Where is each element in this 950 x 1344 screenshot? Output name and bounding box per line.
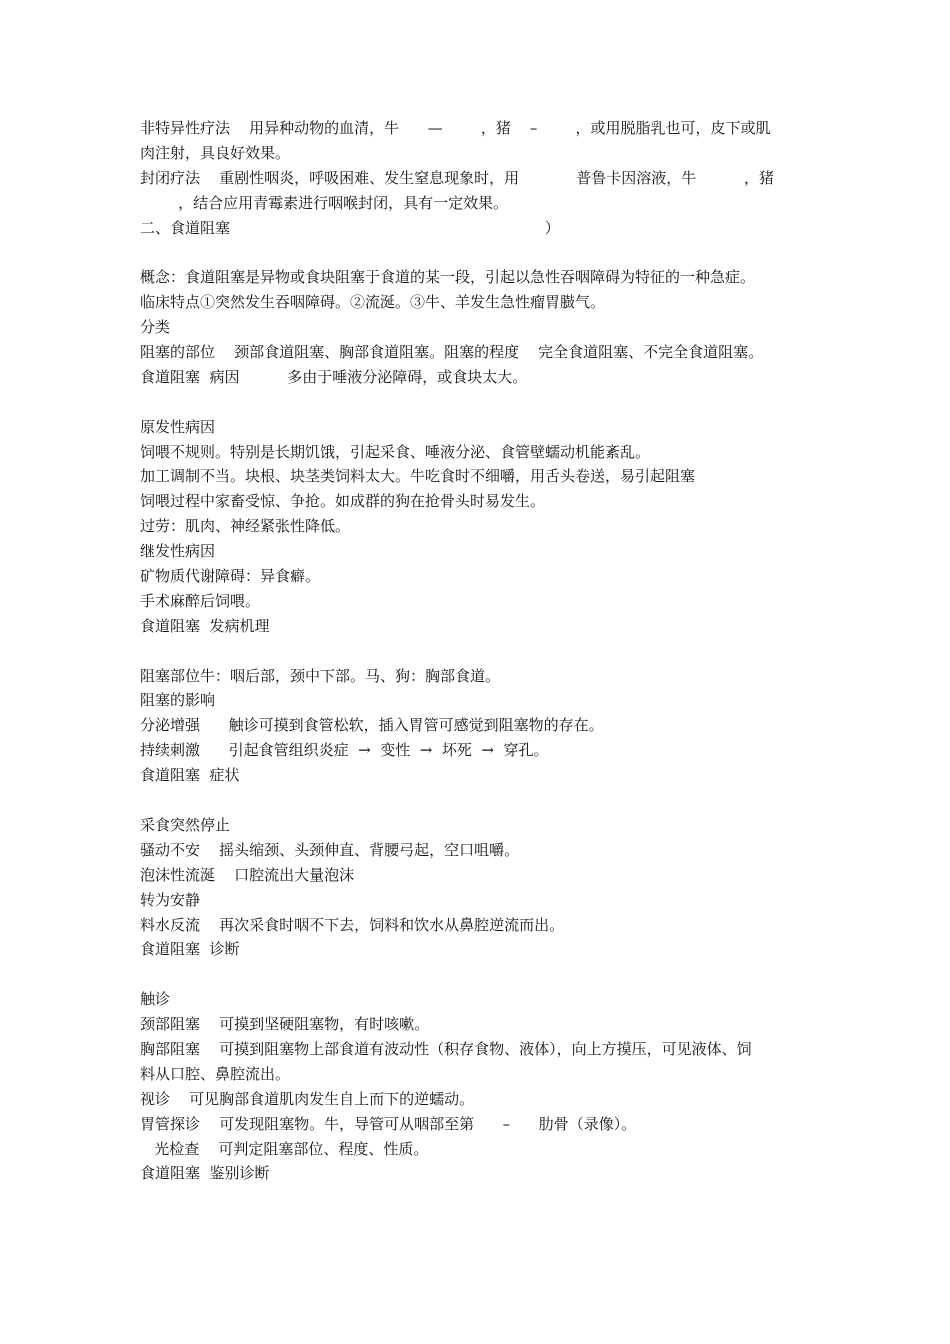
text-line: 泡沫性流涎 口腔流出大量泡沫 (140, 865, 355, 884)
blank-line (140, 390, 812, 415)
text-line: 采食突然停止 (140, 815, 231, 834)
text-line: 食道阻塞 病因 多由于唾液分泌障碍，或食块太大。 (140, 367, 528, 386)
text-line: 临床特点①突然发生吞咽障碍。②流涎。③牛、羊发生急性瘤胃臌气。 (140, 293, 606, 312)
text-line: 封闭疗法 重剧性咽炎，呼吸困难、发生窒息现象时，用 普鲁卡因溶液，牛 ，猪 (140, 168, 774, 187)
text-line: 转为安静 (140, 890, 201, 909)
text-line: 食道阻塞 发病机理 (140, 616, 270, 635)
text-line: 骚动不安 摇头缩颈、头颈伸直、背腰弓起，空口咀嚼。 (140, 840, 520, 859)
text-line: 食道阻塞 诊断 (140, 940, 240, 959)
text-line: 二、食道阻塞 ） (140, 218, 560, 237)
text-line: 手术麻醉后饲喂。 (140, 591, 261, 610)
text-line: 肉注射，具良好效果。 (140, 143, 291, 162)
text-line: 概念：食道阻塞是异物或食块阻塞于食道的某一段，引起以急性吞咽障碍为特征的一种急症。 (140, 268, 756, 287)
text-line: 料水反流 再次采食时咽不下去，饲料和饮水从鼻腔逆流而出。 (140, 915, 565, 934)
text-line: 饲喂过程中家畜受惊、争抢。如成群的狗在抢骨头时易发生。 (140, 492, 546, 511)
blank-line (140, 639, 812, 664)
text-line: 分泌增强 触诊可摸到食管松软，插入胃管可感觉到阻塞物的存在。 (140, 716, 604, 735)
text-line: 颈部阻塞 可摸到坚硬阻塞物，有时咳嗽。 (140, 1015, 430, 1034)
text-line: 阻塞的部位 颈部食道阻塞、胸部食道阻塞。阻塞的程度 完全食道阻塞、不完全食道阻塞。 (140, 343, 764, 362)
text-line: 阻塞的影响 (140, 691, 216, 710)
document-body (140, 116, 812, 1186)
text-line: 胸部阻塞 可摸到阻塞物上部食道有波动性（积存食物、液体），向上方摸压，可见液体、饲 (140, 1039, 752, 1058)
text-line: 阻塞部位牛：咽后部，颈中下部。马、狗：胸部食道。 (140, 666, 501, 685)
text-line: 食道阻塞 症状 (140, 766, 240, 785)
text-line: 料从口腔、鼻腔流出。 (140, 1064, 291, 1083)
text-line: 视诊 可见胸部食道肌肉发生自上而下的逆蠕动。 (140, 1089, 475, 1108)
text-line: 饲喂不规则。特别是长期饥饿，引起采食、唾液分泌、食管壁蠕动机能紊乱。 (140, 442, 651, 461)
blank-line (140, 788, 812, 813)
text-line: 触诊 (140, 990, 171, 1009)
text-line: 持续刺激 引起食管组织炎症 → 变性 → 坏死 → 穿孔。 (140, 741, 549, 760)
blank-line (140, 240, 812, 265)
text-line: 原发性病因 (140, 417, 216, 436)
text-line: 食道阻塞 鉴别诊断 (140, 1164, 270, 1183)
text-line: 光检查 可判定阻塞部位、程度、性质。 (140, 1139, 429, 1158)
blank-line (140, 962, 812, 987)
text-line: 加工调制不当。块根、块茎类饲料太大。牛吃食时不细嚼，用舌头卷送，易引起阻塞 (140, 467, 696, 486)
text-line: 胃管探诊 可发现阻塞物。牛，导管可从咽部至第 – 肋骨（录像）。 (140, 1114, 637, 1133)
text-line: 分类 (140, 318, 171, 337)
text-line: 非特异性疗法 用异种动物的血清，牛 — ，猪 – ，或用脱脂乳也可，皮下或肌 (140, 119, 771, 137)
text-line: 过劳：肌肉、神经紧张性降低。 (140, 517, 351, 536)
text-line: ，结合应用青霉素进行咽喉封闭，具有一定效果。 (140, 193, 509, 212)
text-line: 矿物质代谢障碍：异食癖。 (140, 567, 321, 586)
text-line: 继发性病因 (140, 542, 216, 561)
